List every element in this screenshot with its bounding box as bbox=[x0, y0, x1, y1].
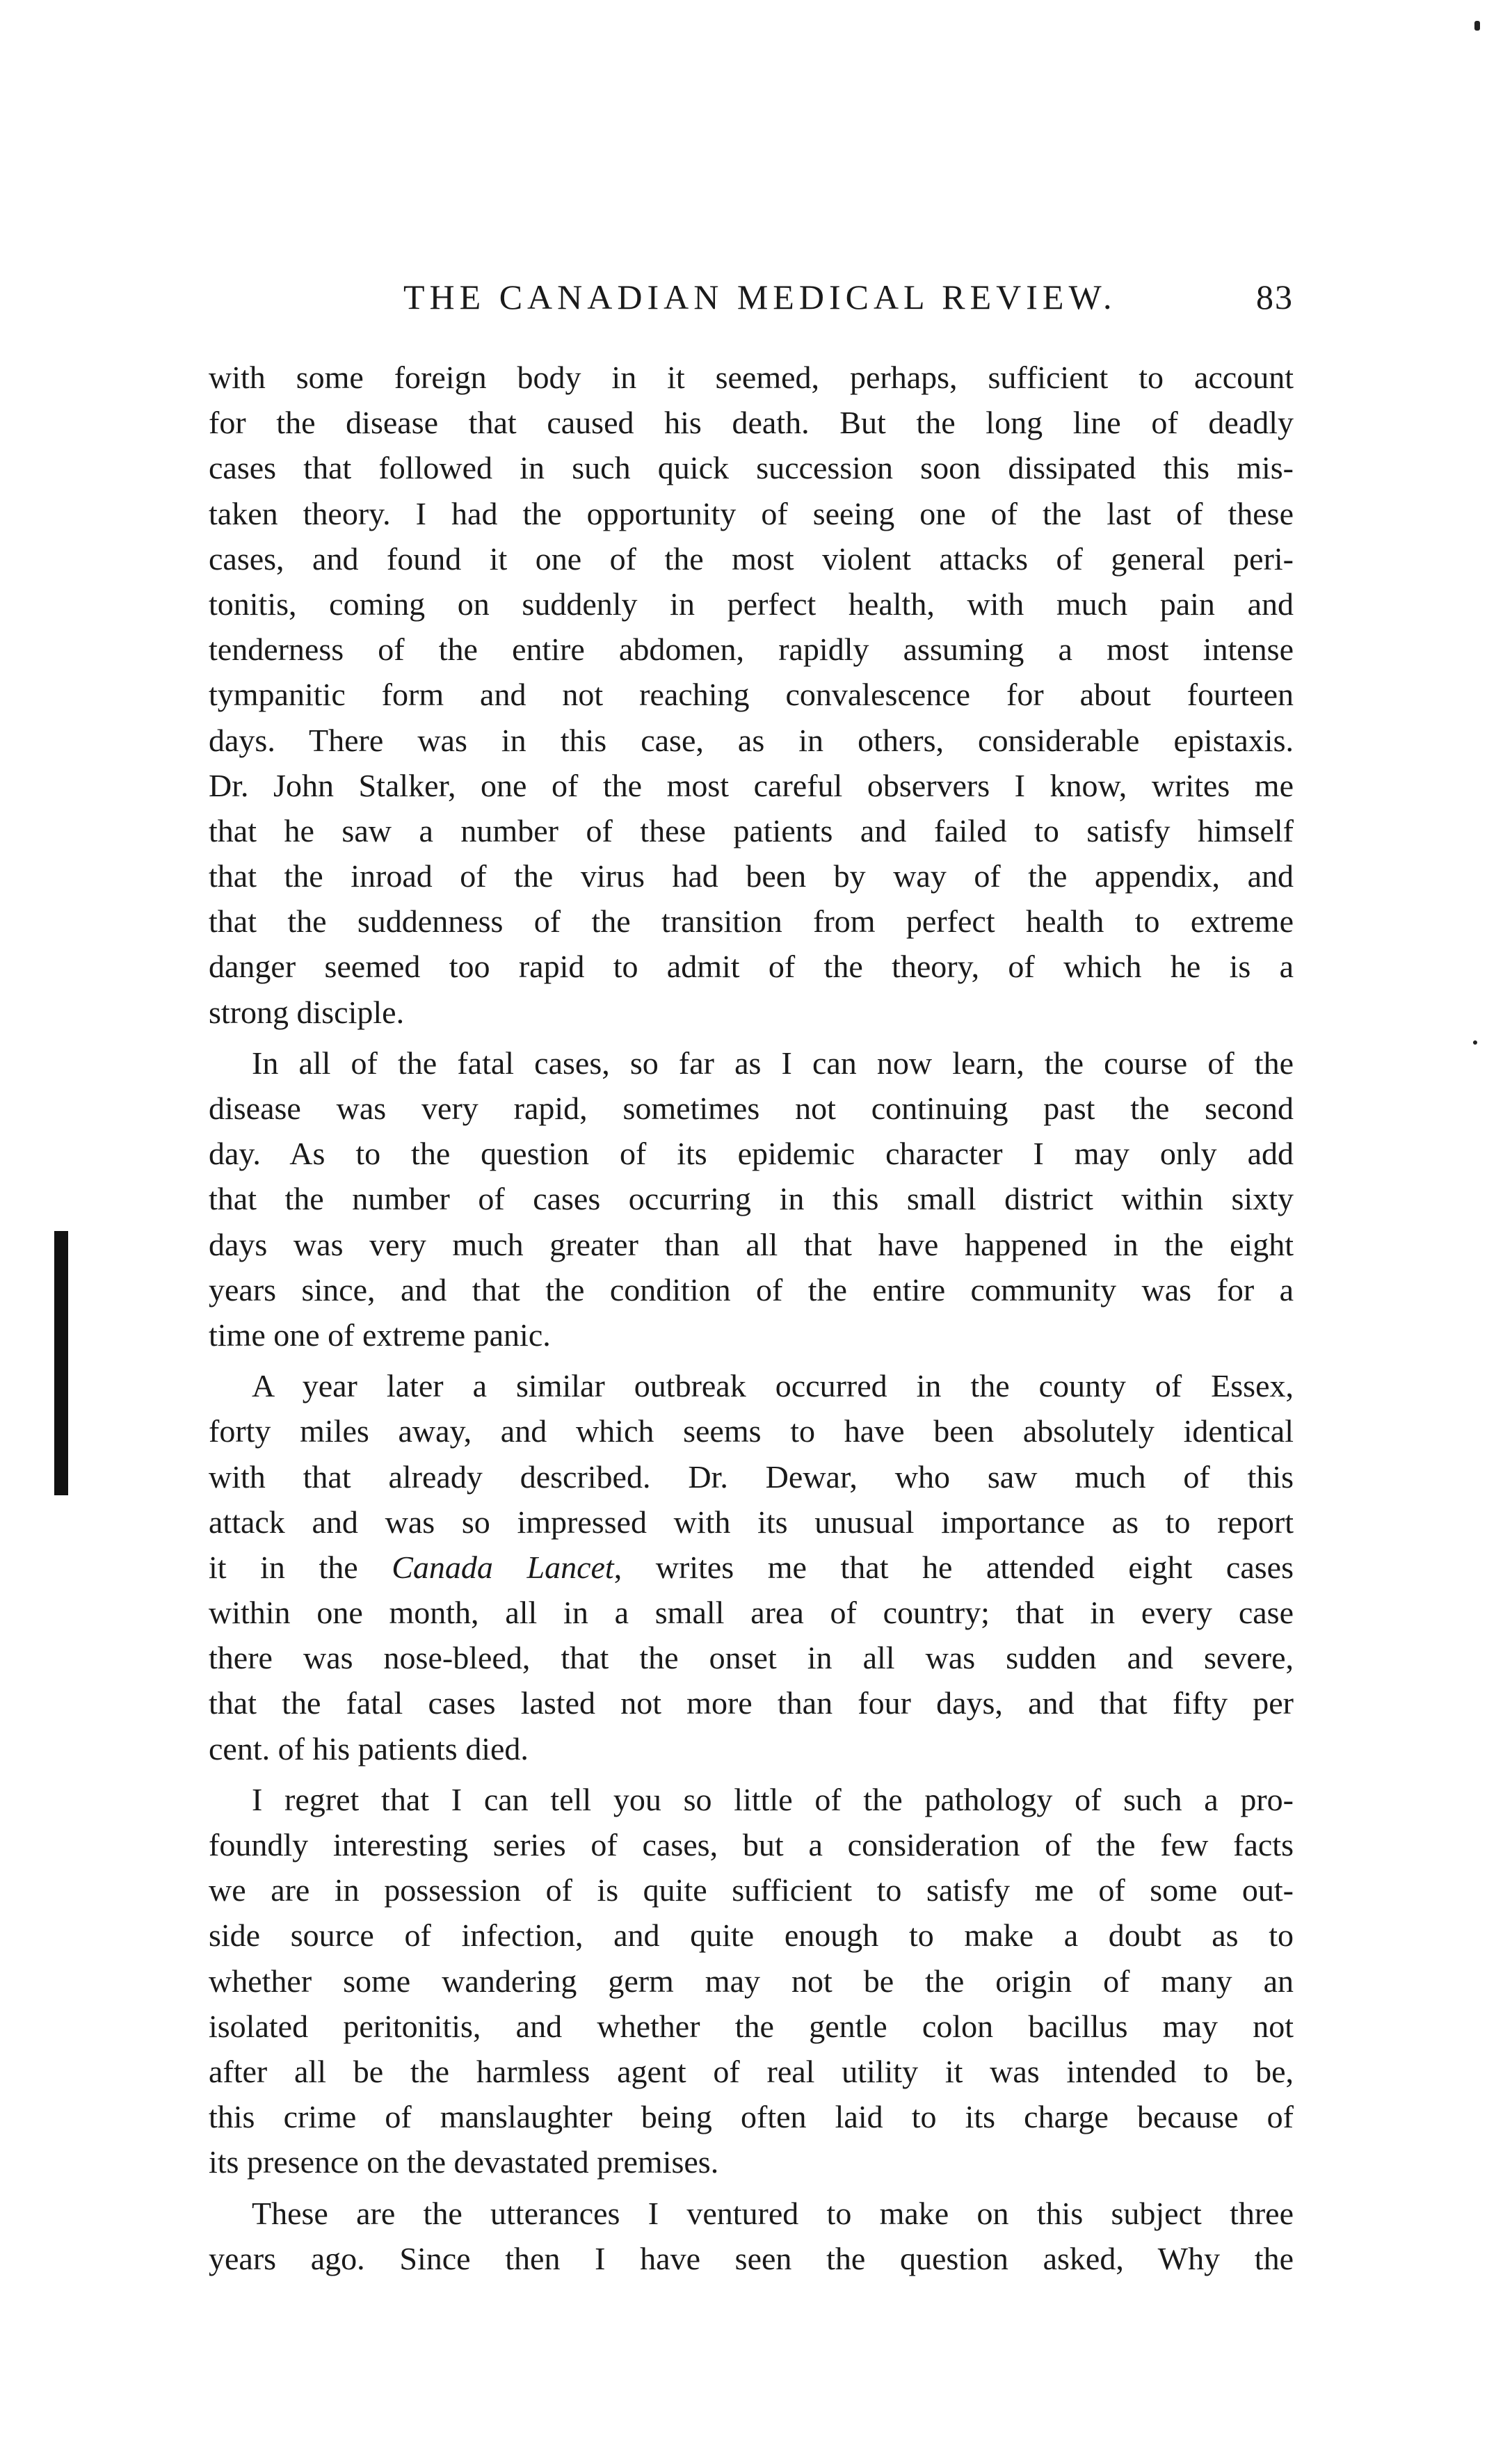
margin-scan-mark bbox=[54, 1231, 68, 1495]
running-head: THE CANADIAN MEDICAL REVIEW. bbox=[403, 277, 1117, 316]
text-line: cases, and found it one of the most violent attacks of general peri- bbox=[209, 540, 1294, 577]
text-line: this crime of manslaughter being often laid to its charge because of bbox=[209, 2099, 1294, 2135]
text-line: In all of the fatal cases, so far as I can now learn, the course of the bbox=[252, 1045, 1294, 1081]
text-line: danger seemed too rapid to admit of the theory, of which he is a bbox=[209, 949, 1294, 985]
journal-title: Canada Lancet bbox=[392, 1549, 614, 1585]
text-line: years ago. Since then I have seen the question asked, Why the bbox=[209, 2240, 1294, 2276]
text-line: tonitis, coming on suddenly in perfect health, with much pain and bbox=[209, 586, 1294, 622]
text-line: time one of extreme panic. bbox=[209, 1317, 551, 1353]
text-line: These are the utterances I ventured to make on this subject three bbox=[252, 2195, 1294, 2231]
paragraph bbox=[209, 1777, 1294, 2185]
body-text bbox=[209, 355, 1294, 2281]
page-header bbox=[209, 277, 1294, 332]
text-line: whether some wandering germ may not be the origin of many an bbox=[209, 1963, 1294, 1999]
text-line: tympanitic form and not reaching convalescence for about fourteen bbox=[209, 677, 1294, 713]
text-line: that the fatal cases lasted not more than four days, and that fifty per bbox=[209, 1685, 1294, 1721]
text-line: cent. of his patients died. bbox=[209, 1730, 529, 1767]
text-line: that the inroad of the virus had been by way of the appendix, and bbox=[209, 858, 1294, 894]
text-line: attack and was so impressed with its unusual importance as to report bbox=[209, 1504, 1294, 1540]
text-line: after all be the harmless agent of real utility it was intended to be, bbox=[209, 2053, 1294, 2089]
text-line: that he saw a number of these patients and failed to satisfy himself bbox=[209, 812, 1294, 848]
text-line: that the number of cases occurring in this small district within sixty bbox=[209, 1181, 1294, 1217]
paragraph bbox=[209, 355, 1294, 1035]
scan-speck bbox=[1473, 1040, 1477, 1045]
page-number: 83 bbox=[1256, 277, 1294, 316]
text-line: I regret that I can tell you so little of the pathology of such a pro- bbox=[252, 1781, 1294, 1817]
text-line: within one month, all in a small area of country; that in every case bbox=[209, 1595, 1294, 1631]
text-line: for the disease that caused his death. But the long line of deadly bbox=[209, 405, 1294, 441]
text-line: forty miles away, and which seems to have been absolutely identical bbox=[209, 1413, 1294, 1449]
text-line: there was nose-bleed, that the onset in all was sudden and severe, bbox=[209, 1640, 1294, 1676]
text-line: Dr. John Stalker, one of the most careful observers I know, writes me bbox=[209, 767, 1294, 803]
text-line: tenderness of the entire abdomen, rapidly assuming a most intense bbox=[209, 631, 1294, 668]
text-line: it in the Canada Lancet, writes me that he attended eight cases bbox=[209, 1549, 1294, 1585]
text-line: strong disciple. bbox=[209, 994, 405, 1030]
paragraph bbox=[209, 1040, 1294, 1358]
text-line: days. There was in this case, as in others, considerable epistaxis. bbox=[209, 722, 1294, 758]
text-line: day. As to the question of its epidemic character I may only add bbox=[209, 1136, 1294, 1172]
text-line: years since, and that the condition of the entire community was for a bbox=[209, 1271, 1294, 1308]
text-line: taken theory. I had the opportunity of seeing one of the last of these bbox=[209, 495, 1294, 531]
scan-speck bbox=[1474, 21, 1480, 31]
text-line: side source of infection, and quite enough to make a doubt as to bbox=[209, 1917, 1294, 1954]
text-line: A year later a similar outbreak occurred in the county of Essex, bbox=[252, 1368, 1294, 1404]
text-line: days was very much greater than all that have happened in the eight bbox=[209, 1226, 1294, 1262]
text-line: foundly interesting series of cases, but a consideration of the few facts bbox=[209, 1827, 1294, 1862]
text-line: we are in possession of is quite sufficient to satisfy me of some out- bbox=[209, 1872, 1294, 1908]
text-line: that the suddenness of the transition from perfect health to extreme bbox=[209, 903, 1294, 940]
text-line: with that already described. Dr. Dewar, who saw much of this bbox=[209, 1458, 1294, 1495]
text-line: its presence on the devastated premises. bbox=[209, 2144, 719, 2180]
text-line: with some foreign body in it seemed, perhaps, sufficient to account bbox=[209, 360, 1294, 395]
paragraph bbox=[209, 1363, 1294, 1771]
text-line: cases that followed in such quick succession soon dissipated this mis- bbox=[209, 450, 1294, 486]
paragraph bbox=[209, 2191, 1294, 2281]
text-line: isolated peritonitis, and whether the gentle colon bacillus may not bbox=[209, 2008, 1294, 2044]
text-line: disease was very rapid, sometimes not continuing past the second bbox=[209, 1091, 1294, 1126]
